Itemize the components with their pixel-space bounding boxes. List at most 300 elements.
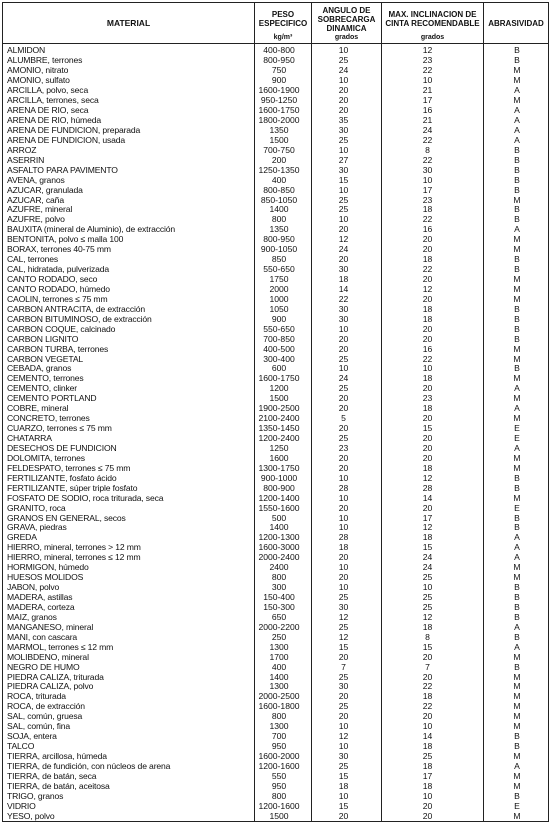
cell-max-inclinacion: 22 — [382, 66, 484, 76]
cell-max-inclinacion: 15 — [382, 543, 484, 553]
cell-max-inclinacion: 18 — [382, 304, 484, 314]
cell-peso: 1200 — [255, 384, 312, 394]
header-abrasividad-label: ABRASIVIDAD — [488, 18, 544, 28]
table-row — [3, 632, 549, 642]
cell-peso: 1600 — [255, 453, 312, 463]
cell-max-inclinacion: 17 — [382, 771, 484, 781]
cell-peso: 2000 — [255, 285, 312, 295]
cell-angulo: 10 — [312, 76, 382, 86]
cell-abrasividad: A — [484, 86, 549, 96]
cell-material: TALCO — [3, 742, 255, 752]
cell-max-inclinacion: 25 — [382, 573, 484, 583]
table-row — [3, 116, 549, 126]
cell-max-inclinacion: 12 — [382, 523, 484, 533]
table-row — [3, 344, 549, 354]
cell-material: HUESOS MOLIDOS — [3, 573, 255, 583]
cell-material: FERTILIZANTE, súper triple fosfato — [3, 483, 255, 493]
cell-max-inclinacion: 24 — [382, 553, 484, 563]
cell-max-inclinacion: 17 — [382, 185, 484, 195]
cell-peso: 1600-3000 — [255, 543, 312, 553]
cell-peso: 1600-1750 — [255, 374, 312, 384]
table-row — [3, 126, 549, 136]
cell-peso: 500 — [255, 513, 312, 523]
table-row — [3, 255, 549, 265]
table-row — [3, 414, 549, 424]
table-row — [3, 583, 549, 593]
cell-angulo: 25 — [312, 434, 382, 444]
cell-angulo: 10 — [312, 742, 382, 752]
cell-max-inclinacion: 18 — [382, 781, 484, 791]
cell-angulo: 10 — [312, 791, 382, 801]
cell-angulo: 25 — [312, 702, 382, 712]
cell-abrasividad: B — [484, 732, 549, 742]
cell-abrasividad: M — [484, 563, 549, 573]
cell-peso: 1300-1750 — [255, 463, 312, 473]
cell-angulo: 20 — [312, 463, 382, 473]
cell-peso: 800 — [255, 215, 312, 225]
table-row — [3, 791, 549, 801]
cell-angulo: 25 — [312, 135, 382, 145]
cell-angulo: 20 — [312, 503, 382, 513]
table-row — [3, 145, 549, 155]
cell-angulo: 5 — [312, 414, 382, 424]
cell-peso: 1400 — [255, 672, 312, 682]
table-row — [3, 195, 549, 205]
cell-angulo: 15 — [312, 801, 382, 811]
cell-peso: 1800-2000 — [255, 116, 312, 126]
table-row — [3, 752, 549, 762]
table-row — [3, 86, 549, 96]
table-row — [3, 334, 549, 344]
cell-material: HORMIGON, húmedo — [3, 563, 255, 573]
table-row — [3, 285, 549, 295]
table-row — [3, 622, 549, 632]
cell-angulo: 30 — [312, 126, 382, 136]
table-row — [3, 513, 549, 523]
cell-angulo: 25 — [312, 354, 382, 364]
cell-material: ALMIDON — [3, 44, 255, 56]
cell-abrasividad: M — [484, 414, 549, 424]
cell-max-inclinacion: 22 — [382, 682, 484, 692]
cell-abrasividad: B — [484, 523, 549, 533]
cell-abrasividad: B — [484, 155, 549, 165]
cell-material: ROCA, de extracción — [3, 702, 255, 712]
cell-peso: 550 — [255, 771, 312, 781]
cell-angulo: 10 — [312, 493, 382, 503]
cell-material: PIEDRA CALIZA, triturada — [3, 672, 255, 682]
cell-abrasividad: M — [484, 96, 549, 106]
table-row — [3, 304, 549, 314]
header-peso-label: PESO ESPECIFICO — [258, 10, 308, 28]
cell-peso: 600 — [255, 364, 312, 374]
cell-max-inclinacion: 18 — [382, 742, 484, 752]
cell-material: TIERRA, arcillosa, húmeda — [3, 752, 255, 762]
table-row — [3, 692, 549, 702]
cell-peso: 300 — [255, 583, 312, 593]
cell-peso: 400-500 — [255, 344, 312, 354]
cell-abrasividad: M — [484, 702, 549, 712]
cell-abrasividad: A — [484, 444, 549, 454]
cell-abrasividad: M — [484, 463, 549, 473]
cell-peso: 700-850 — [255, 334, 312, 344]
cell-peso: 550-650 — [255, 265, 312, 275]
cell-angulo: 25 — [312, 672, 382, 682]
cell-material: ARCILLA, polvo, seca — [3, 86, 255, 96]
cell-angulo: 20 — [312, 86, 382, 96]
table-row — [3, 473, 549, 483]
cell-angulo: 24 — [312, 374, 382, 384]
cell-material: CARBON ANTRACITA, de extracción — [3, 304, 255, 314]
cell-material: ARENA DE RIO, húmeda — [3, 116, 255, 126]
cell-abrasividad: B — [484, 742, 549, 752]
table-row — [3, 742, 549, 752]
table-row — [3, 394, 549, 404]
cell-material: HIERRO, mineral, terrones ≤ 12 mm — [3, 553, 255, 563]
cell-peso: 800 — [255, 712, 312, 722]
cell-abrasividad: B — [484, 583, 549, 593]
table-row — [3, 324, 549, 334]
cell-max-inclinacion: 20 — [382, 652, 484, 662]
cell-peso: 2000-2500 — [255, 692, 312, 702]
cell-material: HIERRO, mineral, terrones > 12 mm — [3, 543, 255, 553]
cell-abrasividad: M — [484, 294, 549, 304]
cell-peso: 850 — [255, 255, 312, 265]
cell-angulo: 24 — [312, 245, 382, 255]
cell-peso: 950-1250 — [255, 96, 312, 106]
cell-abrasividad: E — [484, 434, 549, 444]
cell-max-inclinacion: 18 — [382, 374, 484, 384]
cell-material: MARMOL, terrones ≤ 12 mm — [3, 642, 255, 652]
cell-abrasividad: M — [484, 76, 549, 86]
cell-angulo: 18 — [312, 543, 382, 553]
cell-peso: 1250 — [255, 444, 312, 454]
cell-peso: 1700 — [255, 652, 312, 662]
cell-angulo: 14 — [312, 285, 382, 295]
cell-angulo: 20 — [312, 394, 382, 404]
cell-max-inclinacion: 22 — [382, 265, 484, 275]
cell-material: PIEDRA CALIZA, polvo — [3, 682, 255, 692]
cell-abrasividad: M — [484, 652, 549, 662]
cell-max-inclinacion: 12 — [382, 473, 484, 483]
cell-peso: 1550-1600 — [255, 503, 312, 513]
cell-max-inclinacion: 10 — [382, 722, 484, 732]
cell-max-inclinacion: 16 — [382, 106, 484, 116]
cell-peso: 800-950 — [255, 56, 312, 66]
cell-peso: 1250-1350 — [255, 165, 312, 175]
cell-max-inclinacion: 20 — [382, 434, 484, 444]
cell-abrasividad: B — [484, 314, 549, 324]
cell-peso: 700-750 — [255, 145, 312, 155]
table-row — [3, 275, 549, 285]
table-row — [3, 722, 549, 732]
cell-material: TIERRA, de batán, seca — [3, 771, 255, 781]
header-abrasividad — [484, 3, 549, 44]
cell-abrasividad: B — [484, 205, 549, 215]
cell-max-inclinacion: 18 — [382, 622, 484, 632]
cell-max-inclinacion: 22 — [382, 215, 484, 225]
table-row — [3, 682, 549, 692]
cell-abrasividad: B — [484, 483, 549, 493]
cell-peso: 1400 — [255, 205, 312, 215]
table-row — [3, 434, 549, 444]
table-row — [3, 374, 549, 384]
table-row — [3, 573, 549, 583]
cell-abrasividad: A — [484, 553, 549, 563]
cell-angulo: 10 — [312, 523, 382, 533]
cell-peso: 650 — [255, 612, 312, 622]
cell-abrasividad: B — [484, 612, 549, 622]
cell-angulo: 23 — [312, 444, 382, 454]
cell-abrasividad: M — [484, 722, 549, 732]
cell-abrasividad: A — [484, 533, 549, 543]
table-row — [3, 404, 549, 414]
cell-angulo: 30 — [312, 304, 382, 314]
cell-angulo: 30 — [312, 265, 382, 275]
cell-peso: 1200-1300 — [255, 533, 312, 543]
cell-angulo: 20 — [312, 652, 382, 662]
cell-angulo: 35 — [312, 116, 382, 126]
cell-max-inclinacion: 10 — [382, 364, 484, 374]
table-row — [3, 294, 549, 304]
cell-material: ASERRIN — [3, 155, 255, 165]
cell-abrasividad: B — [484, 324, 549, 334]
cell-max-inclinacion: 15 — [382, 642, 484, 652]
cell-max-inclinacion: 20 — [382, 414, 484, 424]
cell-material: CEMENTO PORTLAND — [3, 394, 255, 404]
cell-peso: 900 — [255, 76, 312, 86]
table-row — [3, 642, 549, 652]
cell-material: ARENA DE FUNDICION, preparada — [3, 126, 255, 136]
cell-peso: 400-800 — [255, 44, 312, 56]
cell-abrasividad: M — [484, 712, 549, 722]
cell-max-inclinacion: 8 — [382, 632, 484, 642]
cell-abrasividad: M — [484, 394, 549, 404]
cell-peso: 950 — [255, 742, 312, 752]
header-max-inclinacion-label: MAX. INCLINACION DE CINTA RECOMENDABLE — [385, 10, 480, 28]
cell-angulo: 30 — [312, 603, 382, 613]
cell-material: AMONIO, nitrato — [3, 66, 255, 76]
cell-angulo: 27 — [312, 155, 382, 165]
cell-material: ASFALTO PARA PAVIMENTO — [3, 165, 255, 175]
header-max-inclinacion — [382, 3, 484, 44]
cell-abrasividad: A — [484, 404, 549, 414]
cell-material: CARBON VEGETAL — [3, 354, 255, 364]
table-row — [3, 235, 549, 245]
cell-peso: 2400 — [255, 563, 312, 573]
table-row — [3, 603, 549, 613]
materials-table — [2, 2, 549, 822]
cell-peso: 2000-2400 — [255, 553, 312, 563]
table-row — [3, 215, 549, 225]
table-row — [3, 652, 549, 662]
cell-material: CEMENTO, terrones — [3, 374, 255, 384]
table-row — [3, 364, 549, 374]
table-row — [3, 672, 549, 682]
table-row — [3, 702, 549, 712]
cell-abrasividad: A — [484, 116, 549, 126]
table-row — [3, 453, 549, 463]
cell-angulo: 20 — [312, 404, 382, 414]
cell-max-inclinacion: 12 — [382, 612, 484, 622]
cell-material: VIDRIO — [3, 801, 255, 811]
table-row — [3, 96, 549, 106]
cell-max-inclinacion: 18 — [382, 762, 484, 772]
cell-max-inclinacion: 18 — [382, 255, 484, 265]
cell-angulo: 10 — [312, 364, 382, 374]
cell-max-inclinacion: 23 — [382, 394, 484, 404]
cell-material: MOLIBDENO, mineral — [3, 652, 255, 662]
cell-peso: 750 — [255, 66, 312, 76]
cell-abrasividad: B — [484, 56, 549, 66]
cell-material: CHATARRA — [3, 434, 255, 444]
cell-abrasividad: A — [484, 622, 549, 632]
cell-angulo: 7 — [312, 662, 382, 672]
table-row — [3, 225, 549, 235]
cell-max-inclinacion: 23 — [382, 56, 484, 66]
table-row — [3, 553, 549, 563]
cell-angulo: 30 — [312, 314, 382, 324]
table-row — [3, 762, 549, 772]
cell-peso: 800-850 — [255, 185, 312, 195]
cell-max-inclinacion: 20 — [382, 334, 484, 344]
cell-abrasividad: B — [484, 185, 549, 195]
table-row — [3, 801, 549, 811]
cell-material: GRANOS EN GENERAL, secos — [3, 513, 255, 523]
cell-material: ARROZ — [3, 145, 255, 155]
cell-max-inclinacion: 20 — [382, 453, 484, 463]
cell-material: CAL, terrones — [3, 255, 255, 265]
cell-abrasividad: M — [484, 195, 549, 205]
cell-max-inclinacion: 8 — [382, 145, 484, 155]
cell-max-inclinacion: 20 — [382, 672, 484, 682]
cell-angulo: 20 — [312, 424, 382, 434]
cell-angulo: 30 — [312, 165, 382, 175]
table-row — [3, 483, 549, 493]
cell-peso: 1350 — [255, 126, 312, 136]
cell-material: ARENA DE FUNDICION, usada — [3, 135, 255, 145]
cell-material: CEMENTO, clinker — [3, 384, 255, 394]
cell-angulo: 15 — [312, 771, 382, 781]
cell-material: ARCILLA, terrones, seca — [3, 96, 255, 106]
cell-angulo: 10 — [312, 215, 382, 225]
cell-peso: 1050 — [255, 304, 312, 314]
cell-max-inclinacion: 20 — [382, 811, 484, 821]
cell-abrasividad: B — [484, 473, 549, 483]
cell-material: CAOLIN, terrones ≤ 75 mm — [3, 294, 255, 304]
cell-material: SAL, común, fina — [3, 722, 255, 732]
header-peso — [255, 3, 312, 44]
cell-material: BENTONITA, polvo ≤ malla 100 — [3, 235, 255, 245]
cell-max-inclinacion: 10 — [382, 791, 484, 801]
cell-max-inclinacion: 18 — [382, 314, 484, 324]
cell-material: FERTILIZANTE, fosfato ácido — [3, 473, 255, 483]
cell-angulo: 15 — [312, 642, 382, 652]
cell-peso: 1350-1450 — [255, 424, 312, 434]
cell-peso: 1300 — [255, 642, 312, 652]
cell-max-inclinacion: 17 — [382, 513, 484, 523]
cell-angulo: 15 — [312, 175, 382, 185]
cell-angulo: 12 — [312, 612, 382, 622]
cell-angulo: 25 — [312, 593, 382, 603]
table-row — [3, 165, 549, 175]
cell-material: FELDESPATO, terrones ≤ 75 mm — [3, 463, 255, 473]
cell-abrasividad: M — [484, 811, 549, 821]
cell-peso: 1200-1400 — [255, 493, 312, 503]
cell-peso: 1750 — [255, 275, 312, 285]
cell-abrasividad: B — [484, 513, 549, 523]
table-row — [3, 424, 549, 434]
table-row — [3, 135, 549, 145]
cell-abrasividad: A — [484, 135, 549, 145]
cell-material: JABON, polvo — [3, 583, 255, 593]
cell-max-inclinacion: 12 — [382, 44, 484, 56]
cell-peso: 1000 — [255, 294, 312, 304]
cell-angulo: 25 — [312, 622, 382, 632]
cell-max-inclinacion: 25 — [382, 593, 484, 603]
table-row — [3, 314, 549, 324]
cell-abrasividad: E — [484, 503, 549, 513]
cell-abrasividad: M — [484, 344, 549, 354]
cell-material: FOSFATO DE SODIO, roca triturada, seca — [3, 493, 255, 503]
cell-peso: 1500 — [255, 135, 312, 145]
cell-peso: 1900-2500 — [255, 404, 312, 414]
cell-angulo: 12 — [312, 235, 382, 245]
cell-abrasividad: M — [484, 493, 549, 503]
cell-max-inclinacion: 20 — [382, 384, 484, 394]
cell-abrasividad: B — [484, 603, 549, 613]
cell-max-inclinacion: 10 — [382, 76, 484, 86]
cell-material: DOLOMITA, terrones — [3, 453, 255, 463]
cell-abrasividad: A — [484, 543, 549, 553]
cell-peso: 900 — [255, 314, 312, 324]
cell-abrasividad: M — [484, 672, 549, 682]
cell-peso: 1200-2400 — [255, 434, 312, 444]
cell-material: CUARZO, terrones ≤ 75 mm — [3, 424, 255, 434]
cell-angulo: 10 — [312, 44, 382, 56]
table-row — [3, 444, 549, 454]
cell-angulo: 10 — [312, 722, 382, 732]
cell-peso: 400 — [255, 175, 312, 185]
cell-angulo: 22 — [312, 294, 382, 304]
cell-max-inclinacion: 22 — [382, 135, 484, 145]
table-row — [3, 543, 549, 553]
table-row — [3, 533, 549, 543]
cell-peso: 1350 — [255, 225, 312, 235]
cell-material: CONCRETO, terrones — [3, 414, 255, 424]
cell-material: SOJA, entera — [3, 732, 255, 742]
cell-abrasividad: A — [484, 225, 549, 235]
cell-angulo: 10 — [312, 145, 382, 155]
cell-abrasividad: E — [484, 801, 549, 811]
cell-material: CARBON COQUE, calcinado — [3, 324, 255, 334]
table-row — [3, 245, 549, 255]
cell-material: MADERA, corteza — [3, 603, 255, 613]
cell-peso: 200 — [255, 155, 312, 165]
cell-angulo: 18 — [312, 275, 382, 285]
table-row — [3, 523, 549, 533]
cell-material: CARBON LIGNITO — [3, 334, 255, 344]
cell-max-inclinacion: 22 — [382, 155, 484, 165]
cell-peso: 150-300 — [255, 603, 312, 613]
table-row — [3, 503, 549, 513]
cell-material: MANGANESO, mineral — [3, 622, 255, 632]
cell-abrasividad: M — [484, 781, 549, 791]
table-row — [3, 76, 549, 86]
cell-abrasividad: M — [484, 573, 549, 583]
cell-peso: 1600-1900 — [255, 86, 312, 96]
cell-angulo: 20 — [312, 344, 382, 354]
cell-peso: 1400 — [255, 523, 312, 533]
